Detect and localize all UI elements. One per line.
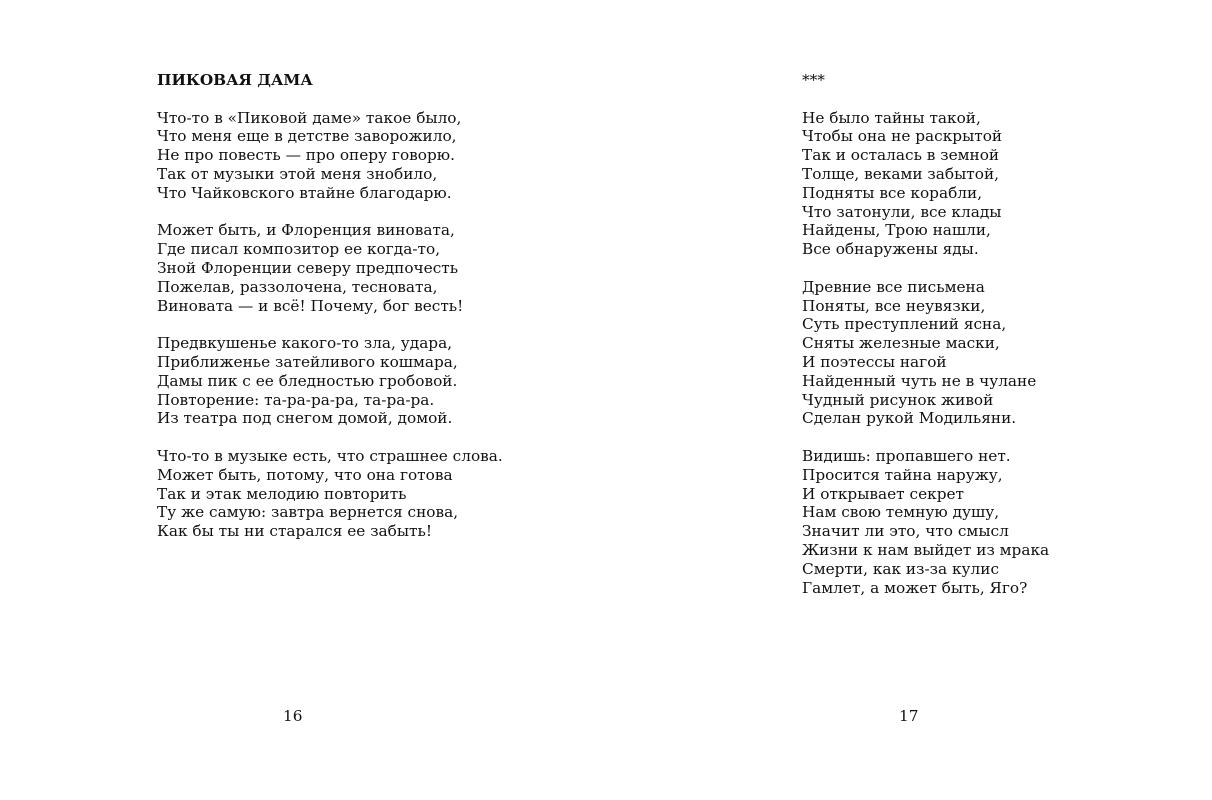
poem-line: И открывает секрет (802, 484, 964, 503)
poem-line: Сделан рукой Модильяни. (802, 409, 1017, 428)
stanza-gap (157, 428, 503, 447)
poem-line: Не про повесть — про оперу говорю. (157, 146, 455, 165)
poem-line: Не было тайны такой, (802, 108, 981, 127)
poem-line: Из театра под снегом домой, домой. (157, 409, 453, 428)
poem-line: Чтобы она не раскрытой (802, 127, 1003, 146)
poem-line: Так и осталась в земной (802, 146, 1000, 165)
poem-line: Найдены, Трою нашли, (802, 221, 991, 240)
page-number: 16 (283, 707, 303, 725)
stanza-3 (157, 334, 503, 428)
poem-line: Видишь: пропавшего нет. (802, 446, 1011, 465)
poem-untitled (802, 71, 1049, 597)
poem-line: Пожелав, раззолочена, тесновата, (157, 277, 438, 296)
stanza-gap (157, 90, 503, 109)
poem-line: Может быть, потому, что она готова (157, 465, 453, 484)
poem-title: *** (802, 71, 825, 89)
poem-line: Найденный чуть не в чулане (802, 371, 1037, 390)
poem-line: Нам свою темную душу, (802, 503, 1000, 522)
poem-line: Предвкушенье какого-то зла, удара, (157, 334, 453, 353)
right-page (606, 0, 1212, 800)
poem-line: Сняты железные маски, (802, 334, 1000, 353)
poem-line: Суть преступлений ясна, (802, 315, 1007, 334)
stanza-gap (802, 259, 1049, 278)
poem-line: Чудный рисунок живой (802, 390, 994, 409)
poem-line: Просится тайна наружу, (802, 465, 1003, 484)
stanza-1 (157, 109, 503, 203)
poem-line: Что-то в «Пиковой даме» такое было, (157, 108, 462, 127)
poem-line: Что меня еще в детстве заворожило, (157, 127, 457, 146)
poem-line: Может быть, и Флоренция виновата, (157, 221, 455, 240)
stanza-4 (157, 447, 503, 541)
poem-line: Смерти, как из-за кулис (802, 559, 1000, 578)
poem-line: Зной Флоренции северу предпочесть (157, 258, 459, 277)
stanza-1 (802, 109, 1049, 259)
poem-line: Так от музыки этой меня знобило, (157, 164, 438, 183)
poem-line: Подняты все корабли, (802, 183, 983, 202)
stanza-2 (157, 221, 503, 315)
poem-line: Где писал композитор ее когда-то, (157, 240, 441, 259)
poem-line: Что-то в музыке есть, что страшнее слова. (157, 446, 503, 465)
poem-line: Ту же самую: завтра вернется снова, (157, 503, 459, 522)
poem-line: Так и этак мелодию повторить (157, 484, 407, 503)
poem-line: Дамы пик с ее бледностью гробовой. (157, 371, 458, 390)
poem-line: И поэтессы нагой (802, 352, 947, 371)
poem-line: Что затонули, все клады (802, 202, 1002, 221)
poem-line: Значит ли это, что смысл (802, 522, 1009, 541)
poem-line: Толще, веками забытой, (802, 164, 1000, 183)
stanza-gap (157, 203, 503, 222)
poem-line: Гамлет, а может быть, Яго? (802, 578, 1028, 597)
poem-line: Поняты, все неувязки, (802, 296, 986, 315)
poem-line: Жизни к нам выйдет из мрака (802, 540, 1050, 559)
poem-line: Приближенье затейливого кошмара, (157, 352, 458, 371)
page-number: 17 (899, 707, 919, 725)
poem-line: Повторение: та-ра-ра-ра, та-ра-ра. (157, 390, 435, 409)
poem-line: Что Чайковского втайне благодарю. (157, 183, 452, 202)
stanza-3 (802, 447, 1049, 597)
poem-line: Виновата — и всё! Почему, бог весть! (157, 296, 464, 315)
poem-pikovaya-dama (157, 71, 503, 541)
stanza-gap (157, 315, 503, 334)
stanza-gap (802, 428, 1049, 447)
stanza-2 (802, 278, 1049, 428)
stanza-gap (802, 90, 1049, 109)
poem-line: Все обнаружены яды. (802, 240, 979, 259)
poem-title: ПИКОВАЯ ДАМА (157, 71, 313, 89)
poem-line: Древние все письмена (802, 277, 985, 296)
poem-line: Как бы ты ни старался ее забыть! (157, 522, 432, 541)
